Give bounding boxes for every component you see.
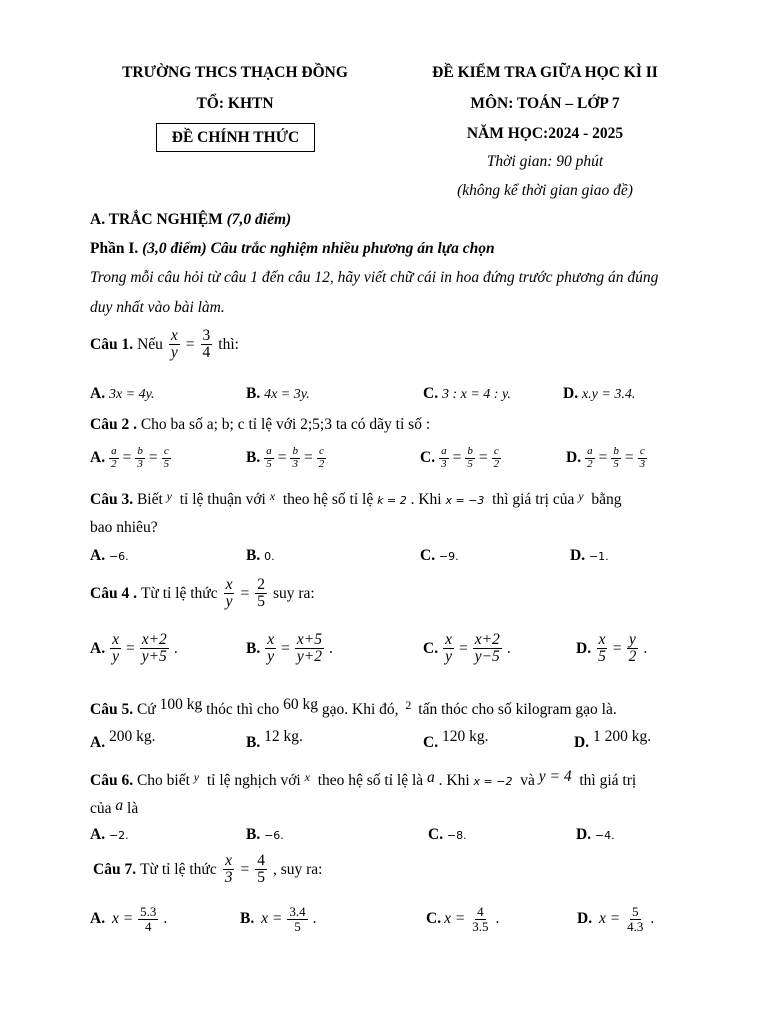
fraction: $\frac{x}{3}$ (224, 852, 233, 887)
instruction-line-1: Trong mỗi câu hỏi từ câu 1 đến câu 12, hãy viết chữ cái in hoa đứng trước phương án đúng (90, 269, 659, 286)
q5-option-a: A. 200 kg. (90, 728, 156, 751)
q3-option-d: D. −1. (570, 547, 609, 564)
fraction: $\frac{b}{3}$ (292, 445, 298, 470)
question-label: Câu 7. (93, 860, 137, 878)
school-name: TRƯỜNG THCS THẠCH ĐỒNG (122, 64, 348, 81)
fraction: $\frac{a}{2}$ (587, 445, 593, 470)
group-name: TỔ: KHTN (196, 95, 274, 112)
part1-title: Phần I. (90, 240, 139, 257)
fraction: $\frac{c}{2}$ (318, 445, 325, 470)
fraction: $\frac{x}{5}$ (598, 631, 606, 666)
fraction: $\frac{c}{5}$ (163, 445, 170, 470)
q7-option-b: B. x = $\frac{3.4}{5}$ . (240, 904, 317, 934)
q4-option-d: D. $\frac{x}{5}$ = $\frac{y}{2}$ . (576, 631, 648, 666)
fraction: $\frac{3}{4}$ (202, 327, 211, 362)
q1-option-b: B. 4x = 3y. (246, 385, 310, 402)
q6-option-c: C. −8. (428, 826, 467, 843)
fraction: $\frac{c}{2}$ (493, 445, 500, 470)
fraction: $\frac{b}{5}$ (613, 445, 619, 470)
question-5: Câu 5. Cứ 100 kg thóc thì cho 60 kg gạo. Khi đó, $^2$ tấn thóc cho số kilogram gạo là. (90, 696, 617, 718)
section-a-points: (7,0 điểm) (226, 211, 292, 228)
fraction: $\frac{2}{5}$ (257, 576, 265, 611)
fraction: $\frac{4}{3.5}$ (472, 904, 489, 934)
fraction: $\frac{5}{4.3}$ (627, 904, 644, 934)
q3-option-b: B. 0. (246, 547, 275, 564)
fraction: $\frac{a}{3}$ (441, 445, 447, 470)
q1-option-c: C. 3 : x = 4 : y. (423, 385, 511, 402)
question-2 (90, 416, 430, 434)
fraction: $\frac{x+2}{y+5}$ (141, 631, 167, 666)
fraction: $\frac{y}{2}$ (628, 631, 637, 666)
part1-desc: (3,0 điểm) Câu trắc nghiệm nhiều phương án lựa chọn (142, 240, 495, 257)
q7-option-a: A. x = $\frac{5.3}{4}$ . (90, 904, 168, 934)
fraction: $\frac{b}{3}$ (137, 445, 143, 470)
fraction: $\frac{3.4}{5}$ (289, 904, 306, 934)
fraction: $\frac{x}{y}$ (225, 576, 233, 611)
q6-option-b: B. −6. (246, 826, 284, 843)
fraction: $\frac{x}{y}$ (445, 631, 452, 666)
exam-time: Thời gian: 90 phút (486, 153, 604, 170)
q2-option-a: A. $\frac{a}{2}$ = $\frac{b}{3}$ = $\frac{c}{5}$ (90, 445, 170, 470)
part1-heading (90, 240, 495, 258)
q4-option-c: C. $\frac{x}{y}$ = $\frac{x+2}{y-5}$ . (423, 631, 511, 666)
section-a-heading (90, 211, 291, 229)
school-year: NĂM HỌC:2024 - 2025 (466, 125, 624, 142)
fraction: $\frac{x}{y}$ (267, 631, 275, 666)
question-label: Câu 5. (90, 701, 134, 718)
question-label: Câu 2 . (90, 416, 137, 433)
q2-option-d: D. $\frac{a}{2}$ = $\frac{b}{5}$ = $\frac{c}{3}$ (566, 445, 646, 470)
question-text: thì: (218, 335, 239, 353)
question-3: Câu 3. Biết $^y$ tỉ lệ thuận với $^x$ theo hệ số tỉ lệ k = 2 . Khi x = −3 thì giá trị của $^y$ bằng (90, 489, 622, 508)
q1-option-d: D. x.y = 3.4. (563, 385, 636, 402)
q2-option-c: C. $\frac{a}{3}$ = $\frac{b}{5}$ = $\frac{c}{2}$ (420, 445, 500, 470)
question-7: Câu 7. Từ tỉ lệ thức $\frac{x}{3}$ = $\frac{4}{5}$ , suy ra: (93, 852, 323, 887)
fraction: $\frac{x}{y}$ (112, 631, 119, 666)
q3-option-c: C. −9. (420, 547, 459, 564)
fraction: $\frac{5.3}{4}$ (140, 904, 157, 934)
q4-option-b: B. $\frac{x}{y}$ = $\frac{x+5}{y+2}$ . (246, 631, 333, 666)
fraction: $\frac{x+5}{y+2}$ (296, 631, 322, 666)
fraction: $\frac{c}{3}$ (639, 445, 646, 470)
exam-note: (không kể thời gian giao đề) (457, 182, 633, 199)
question-label: Câu 1. (90, 335, 134, 353)
q7-option-c: C. x = $\frac{4}{3.5}$ . (426, 904, 500, 934)
fraction: $\frac{a}{5}$ (266, 445, 272, 470)
q2-option-b: B. $\frac{a}{5}$ = $\frac{b}{3}$ = $\frac{c}{2}$ (246, 445, 325, 470)
fraction: $\frac{a}{2}$ (111, 445, 117, 470)
question-3-line-2: bao nhiêu? (90, 519, 158, 536)
question-1: Câu 1. Nếu $\frac{x}{y}$ = $\frac{3}{4}$ thì: (90, 327, 239, 362)
q3-option-a: A. −6. (90, 547, 129, 564)
question-label: Câu 6. (90, 772, 134, 789)
subject: MÔN: TOÁN – LỚP 7 (470, 95, 620, 112)
q1-option-a: A. 3x = 4y. (90, 385, 155, 402)
q4-option-a: A. $\frac{x}{y}$ = $\frac{x+2}{y+5}$ . (90, 631, 178, 666)
q5-option-d: D. 1 200 kg. (574, 728, 652, 751)
fraction: $\frac{x}{y}$ (170, 327, 178, 362)
q5-option-b: B. 12 kg. (246, 728, 303, 751)
fraction: $\frac{4}{5}$ (257, 852, 265, 887)
q5-option-c: C. 120 kg. (423, 728, 489, 751)
q7-option-d: D. x = $\frac{5}{4.3}$ . (577, 904, 655, 934)
question-6-line-2: của a là (90, 797, 139, 817)
fraction: $\frac{b}{5}$ (467, 445, 473, 470)
question-label: Câu 3. (90, 491, 134, 508)
question-text: Cho ba số a; b; c tỉ lệ với 2;5;3 ta có dãy tỉ số : (140, 416, 431, 433)
instruction-line-2: duy nhất vào bài làm. (90, 299, 225, 316)
question-label: Câu 4 . (90, 584, 137, 602)
q6-option-a: A. −2. (90, 826, 129, 843)
question-text: Nếu (137, 335, 163, 353)
question-6: Câu 6. Cho biết $^y$ tỉ lệ nghịch với $^x$ theo hệ số tỉ lệ là a . Khi x = −2 và y = 4 thì giá trị (90, 768, 637, 789)
exam-title: ĐỀ KIỂM TRA GIỮA HỌC KÌ II (432, 64, 658, 81)
fraction: $\frac{x+2}{y-5}$ (474, 631, 500, 666)
official-box: ĐỀ CHÍNH THỨC (156, 123, 315, 152)
q6-option-d: D. −4. (576, 826, 615, 843)
question-4: Câu 4 . Từ tỉ lệ thức $\frac{x}{y}$ = $\frac{2}{5}$ suy ra: (90, 576, 315, 611)
section-a-title: A. TRẮC NGHIỆM (90, 211, 223, 228)
